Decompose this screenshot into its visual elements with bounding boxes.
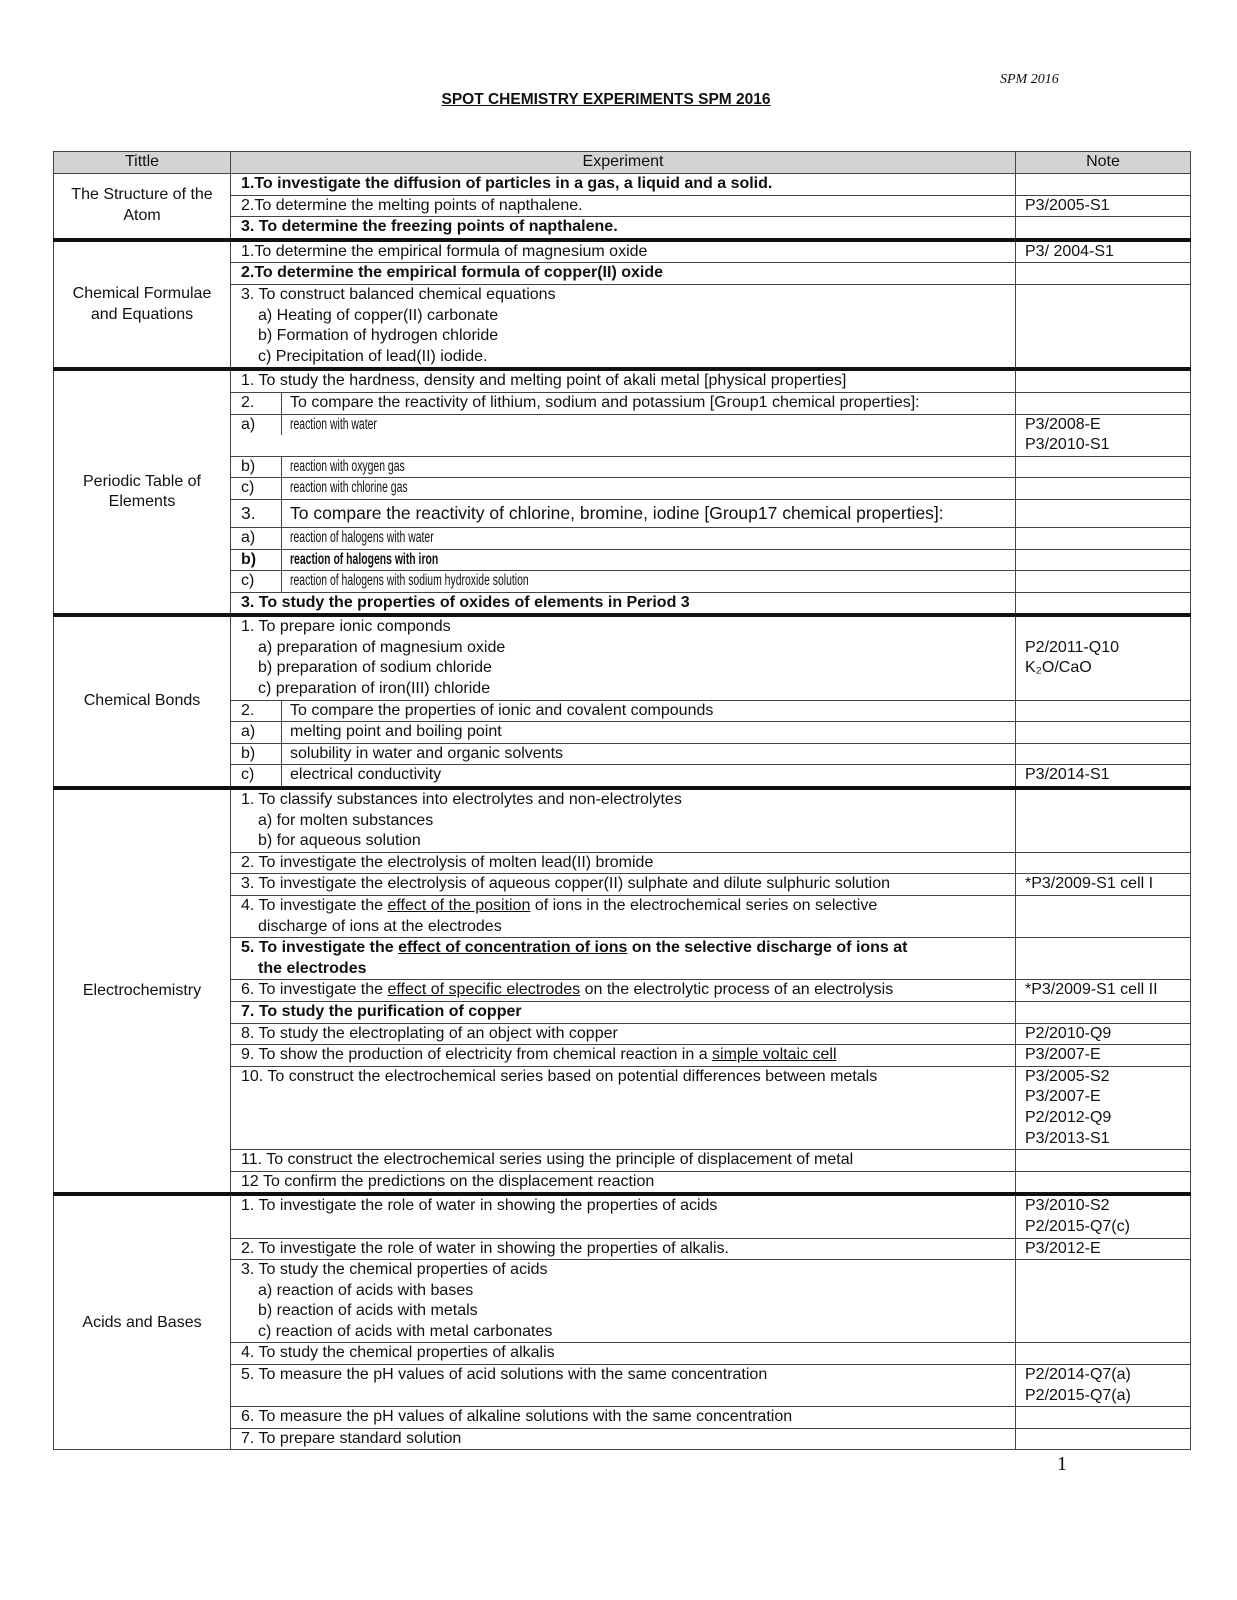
experiment-line: 2.To determine the melting points of napthalene. <box>241 196 583 214</box>
item-text <box>282 744 1016 765</box>
note-line: P3/2008-E <box>1025 415 1101 433</box>
item-text <box>282 550 1016 571</box>
experiment-line: To compare the properties of ionic and covalent compounds <box>290 701 714 719</box>
experiment-subrow <box>231 744 1015 765</box>
table-row <box>54 1194 1191 1238</box>
experiment-line <box>290 457 430 478</box>
note-cell <box>1016 195 1191 217</box>
experiment-cell <box>231 788 1016 852</box>
section-title: Acids and Bases <box>54 1194 231 1450</box>
experiment-cell <box>231 369 1016 392</box>
experiment-line <box>241 896 1015 917</box>
note-line: *P3/2009-S1 cell I <box>1025 875 1154 893</box>
experiment-cell <box>231 743 1016 765</box>
experiment-subrow <box>231 550 1015 571</box>
note-cell <box>1016 174 1191 196</box>
note-cell <box>1016 499 1191 527</box>
experiment-subrow <box>231 457 1015 478</box>
item-number: a) <box>231 722 282 743</box>
underlined-phrase: simple voltaic cell <box>712 1046 837 1064</box>
experiment-cell <box>231 456 1016 478</box>
experiment-cell <box>231 1001 1016 1023</box>
experiment-cell <box>231 1407 1016 1429</box>
note-cell <box>1016 788 1191 852</box>
note-cell <box>1016 478 1191 500</box>
experiment-line: the electrodes <box>258 959 367 977</box>
condensed-text: reaction with chlorine gas <box>290 479 408 497</box>
table-header-row <box>54 152 1191 174</box>
text-segment: on the selective discharge of ions at <box>627 939 908 957</box>
note-cell <box>1016 896 1191 938</box>
note-cell <box>1016 874 1191 896</box>
experiment-subrow <box>231 415 1015 436</box>
note-cell <box>1016 414 1191 456</box>
item-text <box>282 722 1016 743</box>
text-segment: 4. To investigate the <box>241 897 388 914</box>
note-cell <box>1016 1023 1191 1045</box>
experiment-line: 1.To investigate the diffusion of particles in a gas, a liquid and a solid. <box>241 175 773 192</box>
experiment-line <box>241 938 1015 959</box>
note-cell <box>1016 592 1191 615</box>
experiment-cell <box>231 765 1016 788</box>
condensed-text <box>419 415 422 436</box>
experiment-cell <box>231 896 1016 938</box>
experiment-cell <box>231 1171 1016 1194</box>
note-cell <box>1016 1428 1191 1450</box>
note-line: P2/2010-Q9 <box>1025 1024 1112 1042</box>
underlined-phrase: effect of the position <box>387 897 531 914</box>
note-line: P2/2015-Q7(a) <box>1025 1386 1131 1404</box>
experiment-line <box>290 478 433 499</box>
experiment-cell <box>231 217 1016 240</box>
experiment-cell <box>231 1023 1016 1045</box>
experiment-cell <box>231 478 1016 500</box>
condensed-text: reaction of halogens with iron <box>290 550 439 568</box>
note-line: P3/2010-S2 <box>1025 1197 1110 1215</box>
experiment-line: 3. To construct balanced chemical equations <box>241 285 556 303</box>
note-cell <box>1016 549 1191 571</box>
experiment-cell <box>231 592 1016 615</box>
note-cell <box>1016 765 1191 788</box>
experiment-cell <box>231 1428 1016 1450</box>
note-cell <box>1016 1001 1191 1023</box>
note-line: P3/2005-S1 <box>1025 196 1110 214</box>
experiment-line: b) Formation of hydrogen chloride <box>258 327 499 345</box>
experiment-subrow <box>231 765 1015 786</box>
experiment-cell <box>231 1150 1016 1172</box>
item-number: c) <box>231 571 282 592</box>
experiment-line <box>290 550 471 571</box>
experiment-line: b) for aqueous solution <box>258 832 421 850</box>
experiment-line: a) preparation of magnesium oxide <box>258 638 506 656</box>
item-text <box>282 393 1016 414</box>
header-label: SPM 2016 <box>1000 72 1059 87</box>
note-cell <box>1016 571 1191 593</box>
column-header-experiment: Experiment <box>231 152 1016 174</box>
experiment-line: 11. To construct the electrochemical series using the principle of displacement of metal <box>241 1151 854 1169</box>
note-cell <box>1016 1045 1191 1067</box>
note-line: P2/2015-Q7(c) <box>1025 1217 1130 1235</box>
note-line: P3/ 2004-S1 <box>1025 242 1114 260</box>
experiment-line: 2. To investigate the electrolysis of molten lead(II) bromide <box>241 853 654 871</box>
column-header-title: Tittle <box>54 152 231 174</box>
experiment-line <box>241 1045 1015 1066</box>
experiment-cell <box>231 195 1016 217</box>
note-cell <box>1016 1194 1191 1238</box>
note-line: P3/2007-E <box>1025 1046 1101 1064</box>
experiment-line: 1. To prepare ionic componds <box>241 618 451 636</box>
experiment-line: 7. To prepare standard solution <box>241 1429 462 1447</box>
experiment-cell <box>231 549 1016 571</box>
experiment-line: c) reaction of acids with metal carbonates <box>258 1322 553 1340</box>
item-text <box>282 765 1016 786</box>
item-text <box>282 457 1016 478</box>
note-cell <box>1016 392 1191 414</box>
experiment-line: 5. To measure the pH values of acid solutions with the same concentration <box>241 1366 768 1384</box>
experiment-cell <box>231 1365 1016 1407</box>
experiment-cell <box>231 1260 1016 1343</box>
experiment-line: 6. To measure the pH values of alkaline solutions with the same concentration <box>241 1408 793 1426</box>
experiment-cell <box>231 392 1016 414</box>
experiment-line: 1. To investigate the role of water in showing the properties of acids <box>241 1197 718 1215</box>
condensed-text: reaction with oxygen gas <box>290 457 405 475</box>
note-cell <box>1016 743 1191 765</box>
table-row <box>54 788 1191 852</box>
item-number: 3. <box>231 500 282 527</box>
experiment-cell <box>231 938 1016 980</box>
experiment-cell <box>231 722 1016 744</box>
item-number: a) <box>231 415 282 436</box>
experiment-line: 1.To determine the empirical formula of magnesium oxide <box>241 242 648 260</box>
item-number: b) <box>231 744 282 765</box>
item-number: b) <box>231 457 282 478</box>
experiment-cell <box>231 174 1016 196</box>
experiment-line: 7. To study the purification of copper <box>241 1002 522 1020</box>
condensed-text: reaction of halogens with sodium hydroxide solution <box>290 572 529 590</box>
experiment-subrow <box>231 528 1015 549</box>
experiment-line <box>241 980 1015 1001</box>
text-segment: of ions in the electrochemical series on selective <box>530 897 878 914</box>
experiment-line: 3. To study the properties of oxides of elements in Period 3 <box>241 593 690 611</box>
note-cell <box>1016 456 1191 478</box>
experiment-cell <box>231 527 1016 549</box>
experiment-line: 4. To study the chemical properties of alkalis <box>241 1344 555 1362</box>
item-number: 2. <box>231 701 282 722</box>
experiment-subrow <box>231 722 1015 743</box>
underlined-phrase: effect of concentration of ions <box>398 939 628 957</box>
experiment-line: 12 To confirm the predictions on the displacement reaction <box>241 1172 655 1190</box>
table-row <box>54 615 1191 700</box>
experiment-line: b) reaction of acids with metals <box>258 1302 478 1320</box>
note-cell <box>1016 1407 1191 1429</box>
note-cell <box>1016 1343 1191 1365</box>
note-line: P2/2012-Q9 <box>1025 1108 1112 1126</box>
text-segment: 6. To investigate the <box>241 981 388 999</box>
condensed-text: reaction of halogens with water <box>290 528 434 546</box>
experiment-cell <box>231 1238 1016 1260</box>
note-line: P3/2014-S1 <box>1025 766 1110 784</box>
note-cell <box>1016 1150 1191 1172</box>
experiment-line: melting point and boiling point <box>290 723 502 741</box>
experiment-cell <box>231 1066 1016 1149</box>
note-cell <box>1016 1365 1191 1407</box>
experiment-line: To compare the reactivity of chlorine, bromine, iodine [Group17 chemical properties]: <box>290 502 944 523</box>
text-segment: 9. To show the production of electricity from chemical reaction in a <box>241 1046 713 1064</box>
note-line: P2/2014-Q7(a) <box>1025 1366 1131 1384</box>
item-number: 2. <box>231 393 282 414</box>
note-line: P3/2005-S2 <box>1025 1067 1110 1085</box>
item-number: b) <box>231 550 282 571</box>
experiment-cell <box>231 1194 1016 1238</box>
text-segment: on the electrolytic process of an electrolysis <box>580 981 894 999</box>
experiment-line: 3. To determine the freezing points of napthalene. <box>241 218 618 236</box>
note-line: P3/2012-E <box>1025 1239 1101 1257</box>
experiment-cell <box>231 284 1016 369</box>
note-cell <box>1016 615 1191 700</box>
experiment-line: 3. To investigate the electrolysis of aqueous copper(II) sulphate and dilute sulphuric solution <box>241 875 890 893</box>
underlined-phrase: effect of specific electrodes <box>387 981 581 999</box>
document-title: SPOT CHEMISTRY EXPERIMENTS SPM 2016 <box>441 91 771 108</box>
experiment-line: 3. To study the chemical properties of acids <box>241 1261 548 1279</box>
experiment-cell <box>231 240 1016 263</box>
text-segment: 5. To investigate the <box>241 939 399 957</box>
note-cell <box>1016 1238 1191 1260</box>
item-number: a) <box>231 528 282 549</box>
item-text <box>282 415 1016 436</box>
note-line: P3/2007-E <box>1025 1088 1101 1106</box>
section-title: Periodic Table of Elements <box>54 369 231 615</box>
experiment-subrow <box>231 500 1015 527</box>
item-text <box>282 571 1016 592</box>
experiment-line <box>290 415 396 436</box>
note-line: P3/2010-S1 <box>1025 436 1110 454</box>
experiment-cell <box>231 571 1016 593</box>
condensed-text: reaction with water <box>290 415 377 433</box>
item-text <box>282 478 1016 499</box>
note-cell <box>1016 700 1191 722</box>
note-cell <box>1016 217 1191 240</box>
experiment-subrow <box>231 571 1015 592</box>
section-title: Chemical Formulae and Equations <box>54 240 231 370</box>
table-row <box>54 240 1191 263</box>
section-title: Electrochemistry <box>54 788 231 1194</box>
experiment-cell <box>231 874 1016 896</box>
note-cell <box>1016 263 1191 285</box>
experiment-line <box>290 571 581 592</box>
experiment-cell <box>231 263 1016 285</box>
note-line: K₂O/CaO <box>1025 659 1092 677</box>
item-number: c) <box>231 765 282 786</box>
experiment-line: 8. To study the electroplating of an object with copper <box>241 1024 618 1042</box>
note-cell <box>1016 980 1191 1002</box>
experiment-cell <box>231 414 1016 456</box>
experiment-cell <box>231 615 1016 700</box>
experiment-subrow <box>231 478 1015 499</box>
experiment-cell <box>231 1343 1016 1365</box>
experiment-line <box>290 528 465 549</box>
experiment-subrow <box>231 393 1015 414</box>
item-text <box>282 500 1016 527</box>
experiments-table <box>53 151 1191 1450</box>
item-text <box>282 701 1016 722</box>
table-row <box>54 174 1191 196</box>
section-title: Chemical Bonds <box>54 615 231 788</box>
experiment-line: 1. To study the hardness, density and melting point of akali metal [physical properties] <box>241 372 847 390</box>
experiment-line: 10. To construct the electrochemical series based on potential differences between metals <box>241 1067 878 1085</box>
note-line: *P3/2009-S1 cell II <box>1025 981 1158 999</box>
experiment-line: 2.To determine the empirical formula of copper(II) oxide <box>241 264 663 282</box>
experiment-line: To compare the reactivity of lithium, sodium and potassium [Group1 chemical properties]: <box>290 393 920 411</box>
note-cell <box>1016 852 1191 874</box>
item-text <box>282 528 1016 549</box>
experiment-line: electrical conductivity <box>290 766 442 784</box>
note-cell <box>1016 527 1191 549</box>
experiment-line: c) Precipitation of lead(II) iodide. <box>258 347 488 365</box>
note-line: P2/2011-Q10 <box>1025 638 1119 656</box>
experiment-line: discharge of ions at the electrodes <box>258 917 502 935</box>
experiment-line <box>419 415 423 436</box>
note-cell <box>1016 284 1191 369</box>
note-cell <box>1016 1260 1191 1343</box>
experiment-line: solubility in water and organic solvents <box>290 744 564 762</box>
experiment-line: a) reaction of acids with bases <box>258 1281 474 1299</box>
experiment-line: a) for molten substances <box>258 811 434 829</box>
experiment-line: 2. To investigate the role of water in showing the properties of alkalis. <box>241 1239 729 1257</box>
note-cell <box>1016 1066 1191 1149</box>
experiment-line: c) preparation of iron(III) chloride <box>258 680 491 698</box>
experiment-cell <box>231 499 1016 527</box>
experiment-subrow <box>231 701 1015 722</box>
experiment-cell <box>231 980 1016 1002</box>
table-row <box>54 369 1191 392</box>
experiment-line: b) preparation of sodium chloride <box>258 659 492 677</box>
column-header-note: Note <box>1016 152 1191 174</box>
note-line <box>1025 617 1190 638</box>
item-number: c) <box>231 478 282 499</box>
note-cell <box>1016 722 1191 744</box>
experiment-cell <box>231 700 1016 722</box>
experiment-cell <box>231 852 1016 874</box>
note-cell <box>1016 369 1191 392</box>
note-cell <box>1016 1171 1191 1194</box>
note-cell <box>1016 938 1191 980</box>
section-title: The Structure of the Atom <box>54 174 231 240</box>
experiment-line: a) Heating of copper(II) carbonate <box>258 306 499 324</box>
page-number: 1 <box>1057 1453 1067 1475</box>
experiment-cell <box>231 1045 1016 1067</box>
note-cell <box>1016 240 1191 263</box>
note-line: P3/2013-S1 <box>1025 1129 1110 1147</box>
experiment-line: 1. To classify substances into electrolytes and non-electrolytes <box>241 791 682 809</box>
